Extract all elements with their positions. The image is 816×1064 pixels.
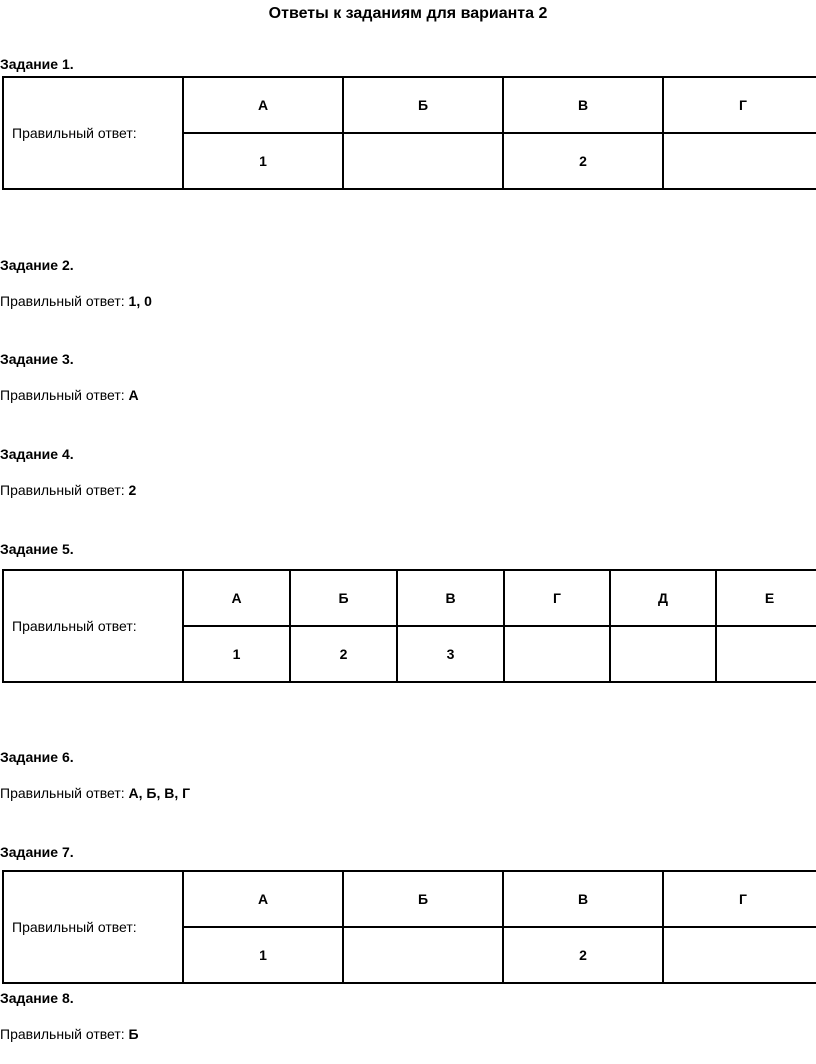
task-2-answer — [0, 293, 152, 309]
task-2-heading: Задание 2. — [0, 257, 74, 273]
answer-value: 1, 0 — [128, 293, 152, 309]
answer-value: 2 — [128, 482, 137, 498]
answer-value: А, Б, В, Г — [128, 785, 191, 801]
answer-label: Правильный ответ: — [0, 1026, 125, 1042]
table-header-cell: А — [183, 77, 343, 133]
task-5-answer-table — [2, 569, 816, 683]
task-7-answer-table — [2, 870, 816, 984]
table-value-cell — [504, 626, 610, 682]
answer-label: Правильный ответ: — [0, 387, 125, 403]
table-value-cell: 3 — [397, 626, 504, 682]
answer-label: Правильный ответ: — [3, 77, 183, 189]
table-value-cell: 1 — [183, 626, 290, 682]
answer-label: Правильный ответ: — [0, 293, 125, 309]
table-header-cell: Б — [290, 570, 397, 626]
answer-label: Правильный ответ: — [3, 871, 183, 983]
table-value-cell — [343, 927, 503, 983]
table-value-cell: 1 — [183, 133, 343, 189]
task-8-answer — [0, 1026, 139, 1042]
table-value-cell — [610, 626, 716, 682]
answer-label: Правильный ответ: — [0, 785, 125, 801]
table-header-cell: Г — [663, 77, 816, 133]
task-8-heading: Задание 8. — [0, 990, 74, 1006]
answer-label: Правильный ответ: — [3, 570, 183, 682]
table-header-cell: В — [503, 77, 663, 133]
table-header-cell: Г — [663, 871, 816, 927]
task-4-heading: Задание 4. — [0, 446, 74, 462]
task-6-heading: Задание 6. — [0, 749, 74, 765]
task-1-answer-table — [2, 76, 816, 190]
page-title: Ответы к заданиям для варианта 2 — [268, 5, 548, 22]
table-value-cell — [716, 626, 816, 682]
table-value-cell — [663, 133, 816, 189]
table-value-cell: 2 — [503, 927, 663, 983]
table-value-cell — [343, 133, 503, 189]
table-header-cell: А — [183, 570, 290, 626]
table-header-cell: Е — [716, 570, 816, 626]
table-header-cell: Б — [343, 77, 503, 133]
task-4-answer — [0, 482, 136, 498]
table-header-cell: Д — [610, 570, 716, 626]
table-header-cell: Б — [343, 871, 503, 927]
task-3-heading: Задание 3. — [0, 351, 74, 367]
table-value-cell: 1 — [183, 927, 343, 983]
table-value-cell — [663, 927, 816, 983]
task-3-answer — [0, 387, 139, 403]
table-header-cell: В — [397, 570, 504, 626]
table-header-cell: Г — [504, 570, 610, 626]
answer-value: Б — [128, 1026, 139, 1042]
table-header-cell: А — [183, 871, 343, 927]
table-value-cell: 2 — [290, 626, 397, 682]
task-7-heading: Задание 7. — [0, 844, 74, 860]
table-value-cell: 2 — [503, 133, 663, 189]
task-6-answer — [0, 785, 190, 801]
task-1-heading: Задание 1. — [0, 56, 74, 72]
table-header-cell: В — [503, 871, 663, 927]
answer-value: А — [128, 387, 139, 403]
answer-label: Правильный ответ: — [0, 482, 125, 498]
task-5-heading: Задание 5. — [0, 541, 74, 557]
